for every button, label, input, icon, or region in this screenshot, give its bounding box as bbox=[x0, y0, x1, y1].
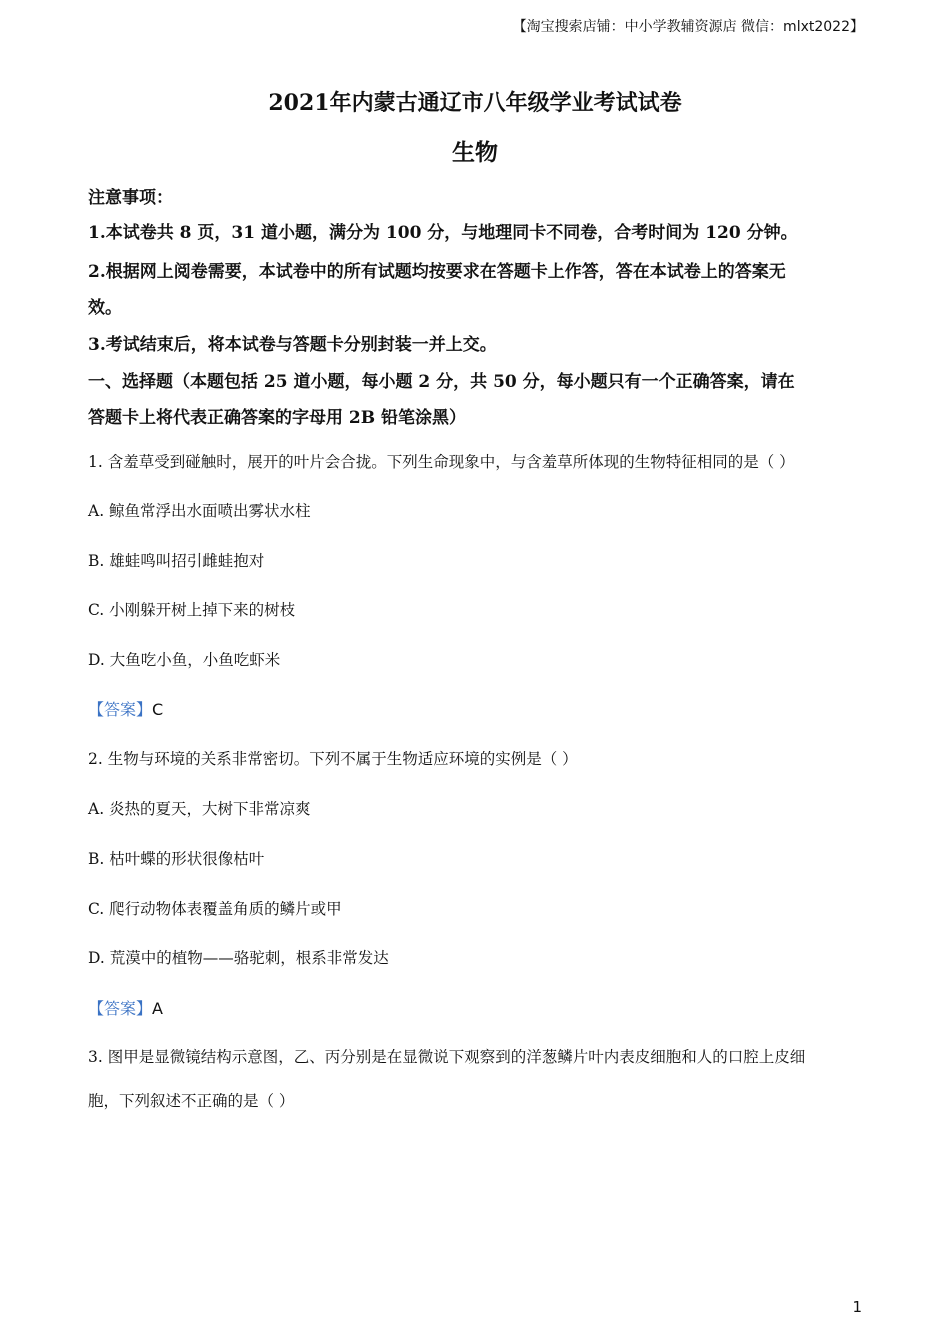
subject-title: 生物 bbox=[452, 139, 498, 166]
section-heading: 一、选择题（本题包括 25 道小题，每小题 2 分，共 50 分，每小题只有一个正确答案，请在 bbox=[88, 372, 795, 392]
answer-value: C bbox=[152, 700, 164, 719]
notice-item-2: 2.根据网上阅卷需要，本试卷中的所有试题均按要求在答题卡上作答，答在本试卷上的答案无 bbox=[88, 262, 786, 282]
answer-tag: 【答案】 bbox=[88, 999, 153, 1018]
question-1-stem: 1. 含羞草受到碰触时，展开的叶片会合拢。下列生命现象中，与含羞草所体现的生物特征相同的是（ ） bbox=[88, 453, 795, 471]
question-2-answer bbox=[88, 996, 163, 1019]
answer-tag: 【答案】 bbox=[88, 700, 153, 719]
exam-title: 2021年内蒙古通辽市八年级学业考试试卷 bbox=[268, 90, 682, 116]
question-3-stem-cont: 胞，下列叙述不正确的是（ ） bbox=[88, 1092, 295, 1110]
answer-value: A bbox=[152, 999, 163, 1018]
question-2-option-d: D. 荒漠中的植物——骆驼刺，根系非常发达 bbox=[88, 949, 389, 967]
question-3-stem: 3. 图甲是显微镜结构示意图，乙、丙分别是在显微说下观察到的洋葱鳞片叶内表皮细胞和人的口腔上皮细 bbox=[88, 1048, 806, 1066]
question-2-option-c: C. 爬行动物体表覆盖角质的鳞片或甲 bbox=[88, 900, 342, 918]
notice-item-1: 1.本试卷共 8 页，31 道小题，满分为 100 分，与地理同卡不同卷，合考时间为 120 分钟。 bbox=[88, 223, 798, 243]
notice-heading: 注意事项： bbox=[88, 188, 173, 208]
notice-item-3: 3.考试结束后，将本试卷与答题卡分别封装一并上交。 bbox=[88, 335, 497, 355]
question-1-option-a: A. 鲸鱼常浮出水面喷出雾状水柱 bbox=[88, 502, 311, 520]
question-2-option-a: A. 炎热的夏天，大树下非常凉爽 bbox=[88, 800, 311, 818]
question-1-option-b: B. 雄蛙鸣叫招引雌蛙抱对 bbox=[88, 552, 265, 570]
notice-item-2-cont: 效。 bbox=[88, 298, 122, 318]
question-1-option-d: D. 大鱼吃小鱼，小鱼吃虾米 bbox=[88, 651, 281, 669]
page-number: 1 bbox=[852, 1298, 862, 1316]
question-1-answer bbox=[88, 697, 163, 720]
question-2-option-b: B. 枯叶蝶的形状很像枯叶 bbox=[88, 850, 265, 868]
page-header-watermark: 【淘宝搜索店铺：中小学教辅资源店 微信：mlxt2022】 bbox=[512, 19, 864, 35]
section-heading-cont: 答题卡上将代表正确答案的字母用 2B 铅笔涂黑） bbox=[88, 408, 467, 428]
question-2-stem: 2. 生物与环境的关系非常密切。下列不属于生物适应环境的实例是（ ） bbox=[88, 750, 578, 768]
question-1-option-c: C. 小刚躲开树上掉下来的树枝 bbox=[88, 601, 296, 619]
